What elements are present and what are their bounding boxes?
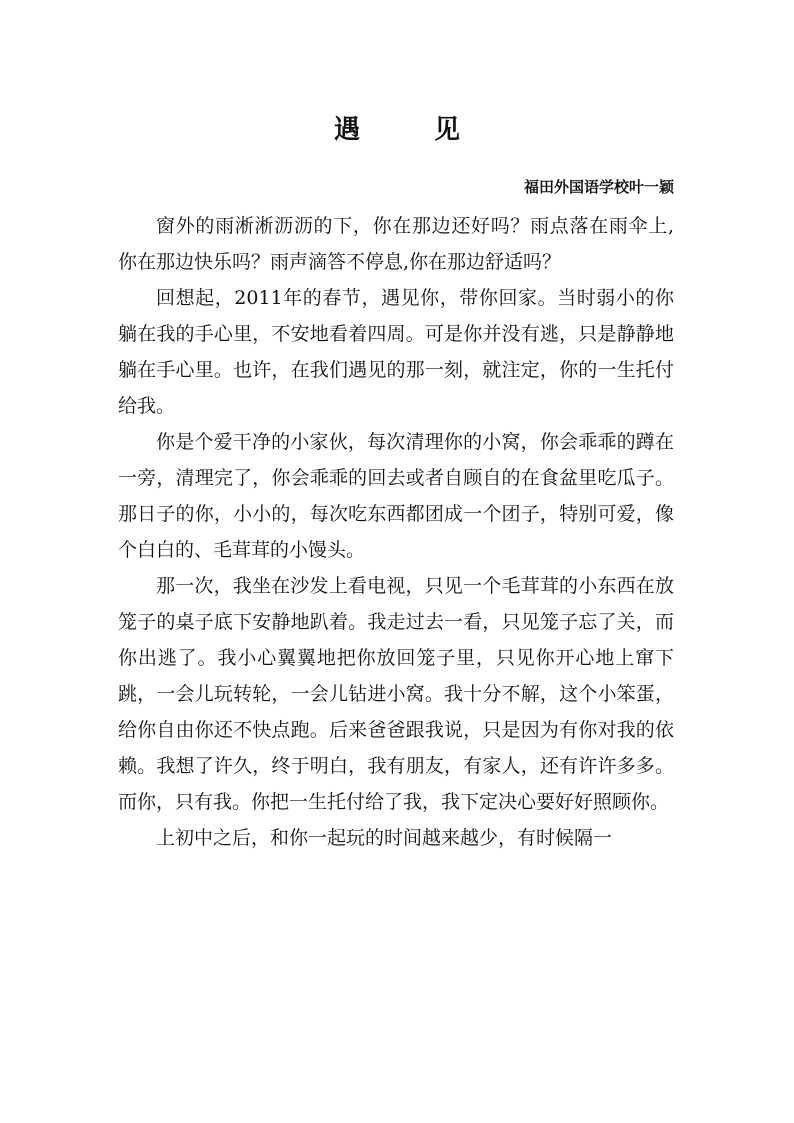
paragraph-1: 窗外的雨淅淅沥沥的下，你在那边还好吗？雨点落在雨伞上,你在那边快乐吗？雨声滴答不停息,你在那边舒适吗？ bbox=[118, 215, 674, 273]
essay-body bbox=[118, 208, 674, 856]
paragraph-5: 上初中之后，和你一起玩的时间越来越少，有时候隔一 bbox=[156, 827, 613, 849]
author-byline: 福田外国语学校叶一颖 bbox=[523, 178, 674, 196]
page-title: 遇 见 bbox=[333, 115, 484, 145]
paragraph-2: 回想起，2011年的春节，遇见你，带你回家。当时弱小的你躺在我的手心里，不安地看着四周。可是你并没有逃，只是静静地躺在手心里。也许，在我们遇见的那一刻，就注定，你的一生托付给我。 bbox=[118, 287, 674, 417]
paragraph-4: 那一次，我坐在沙发上看电视，只见一个毛茸茸的小东西在放笼子的桌子底下安静地趴着。我走过去一看，只见笼子忘了关，而你出逃了。我小心翼翼地把你放回笼子里，只见你开心地上窜下跳，一会儿玩转轮，一会儿钻进小窝。我十分不解，这个小笨蛋，给你自由你还不快点跑。后来爸爸跟我说，只是因为有你对我的依赖。我想了许久，终于明白，我有朋友，有家人，还有许许多多。而你，只有我。你把一生托付给了我，我下定决心要好好照顾你。 bbox=[118, 575, 674, 813]
paragraph-3: 你是个爱干净的小家伙，每次清理你的小窝，你会乖乖的蹲在一旁，清理完了，你会乖乖的回去或者自顾自的在食盆里吃瓜子。那日子的你，小小的，每次吃东西都团成一个团子，特别可爱，像个白白的、毛茸茸的小馒头。 bbox=[118, 431, 674, 561]
